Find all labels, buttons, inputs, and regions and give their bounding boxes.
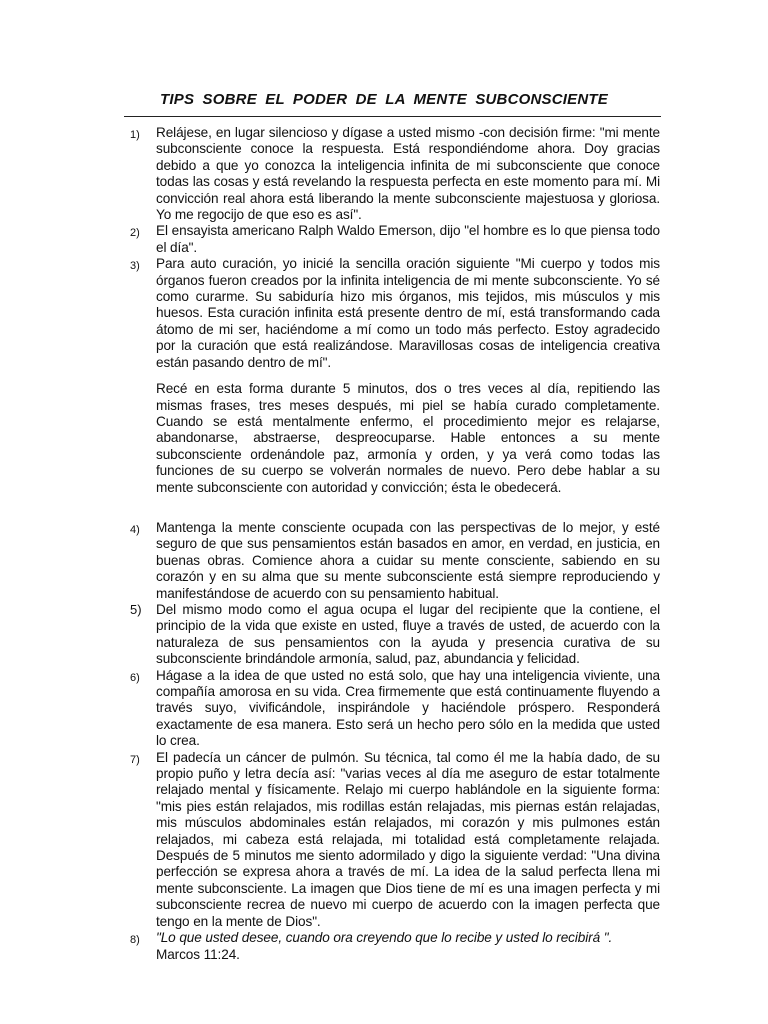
item-text: Relájese, en lugar silencioso y dígase a usted mismo -con decisión firme: "mi mente subconsciente conoce la respuesta. Está respondiéndome ahora. Doy gracias debido a que yo conozca la inteligencia infinita de mi subconsciente que conoce todas las cosas y está revelando la respuesta perfecta en este momento para mí. Mi convicción real ahora está liberando la mente subconsciente majestuosa y gloriosa. Yo me regocijo de que eso es así". bbox=[156, 125, 660, 223]
item-text: Hágase a la idea de que usted no está solo, que hay una inteligencia viviente, una compañía amorosa en su vida. Crea firmemente que está continuamente fluyendo a través suyo, vivificándole, inspirándole y haciéndole próspero. Responderá exactamente de esa manera. Esto será un hecho pero sólo en la medida que usted lo crea. bbox=[156, 667, 660, 749]
item-text: Mantenga la mente consciente ocupada con las perspectivas de lo mejor, y esté seguro de que sus pensamientos están basados en amor, en verdad, en justicia, en buenas obras. Comience ahora a cuidar su mente consciente, sabiendo en su corazón y en su alma que su mente subconsciente está siempre reproduciendo y manifestándose de acuerdo con su pensamiento habitual. bbox=[156, 519, 660, 601]
list-item bbox=[130, 223, 660, 256]
item-text: El ensayista americano Ralph Waldo Emerson, dijo "el hombre es lo que piensa todo el día". bbox=[156, 223, 660, 255]
item-number: 7) bbox=[130, 753, 140, 766]
list-item bbox=[130, 930, 660, 963]
list-item bbox=[130, 750, 660, 930]
item-text: Del mismo modo como el agua ocupa el lugar del recipiente que la contiene, el principio de la vida que existe en usted, fluye a través de usted, de acuerdo con la naturaleza de sus pensamientos con la ayuda y presencia curativa de su subconsciente brindándole armonía, salud, paz, abundancia y felicidad. bbox=[156, 601, 660, 667]
item-number: 1) bbox=[130, 129, 140, 141]
item-quote: "Lo que usted desee, cuando ora creyendo que lo recibe y usted lo recibirá ". bbox=[156, 930, 613, 946]
list-item bbox=[130, 256, 660, 496]
item-number: 4) bbox=[130, 523, 140, 536]
item-number: 8) bbox=[130, 934, 140, 947]
list-item bbox=[130, 520, 660, 602]
item-number: 3) bbox=[130, 260, 140, 273]
item-text: El padecía un cáncer de pulmón. Su técnica, tal como él me la había dado, de su propio puño y letra decía así: "varias veces al día me aseguro de estar totalmente relajado mental y físicamente. Relajo mi cuerpo hablándole en la siguiente forma: "mis pies están relajados, mis rodillas están relajadas, mis piernas están relajadas, mis músculos abdominales están relajados, mi corazón y mis pulmones están relajados, mi cabeza está relajada, mi totalidad está completamente relajada. Después de 5 minutos me siento adormilado y digo la siguiente verdad: "Una divina perfección se expresa ahora a través de mí. La idea de la salud perfecta llena mi mente subconsciente. La imagen que Dios tiene de mí es una imagen perfecta y mi subconsciente recrea de nuevo mi cuerpo de acuerdo con la imagen perfecta que tengo en la mente de Dios". bbox=[156, 749, 660, 929]
title-underline bbox=[124, 116, 661, 117]
item-number: 2) bbox=[130, 227, 140, 240]
tips-list bbox=[130, 125, 660, 963]
list-item bbox=[130, 602, 660, 668]
page-title: TIPS SOBRE EL PODER DE LA MENTE SUBCONSCIENTE bbox=[160, 91, 608, 108]
list-item bbox=[130, 125, 660, 223]
item-citation: Marcos 11:24. bbox=[156, 946, 240, 962]
list-item bbox=[130, 668, 660, 750]
item-text: Para auto curación, yo inicié la sencilla oración siguiente "Mi cuerpo y todos mis órganos fueron creados por la infinita inteligencia de mi mente subconsciente. Yo sé como curarme. Su sabiduría hizo mis órganos, mis tejidos, mis músculos y mis huesos. Esta curación infinita está presente dentro de mí, está transformando cada átomo de mi ser, haciéndome a mí como un todo más perfecto. Estoy agradecido por la curación que está realizándose. Maravillosas cosas de inteligencia creativa están pasando dentro de mí". bbox=[156, 256, 660, 370]
item-number: 6) bbox=[130, 671, 140, 684]
item-number: 5) bbox=[130, 601, 142, 617]
item-continuation: Recé en esta forma durante 5 minutos, dos o tres veces al día, repitiendo las mismas frases, tres meses después, mi piel se había curado completamente. Cuando se está mentalmente enfermo, el procedimiento mejor es relajarse, abandonarse, abstraerse, despreocuparse. Hable entonces a su mente subconsciente ordenándole paz, armonía y orden, y ya verá como todas las funciones de su cuerpo se volverán normales de nuevo. Pero debe hablar a su mente subconsciente con autoridad y convicción; ésta le obedecerá. bbox=[156, 381, 660, 495]
